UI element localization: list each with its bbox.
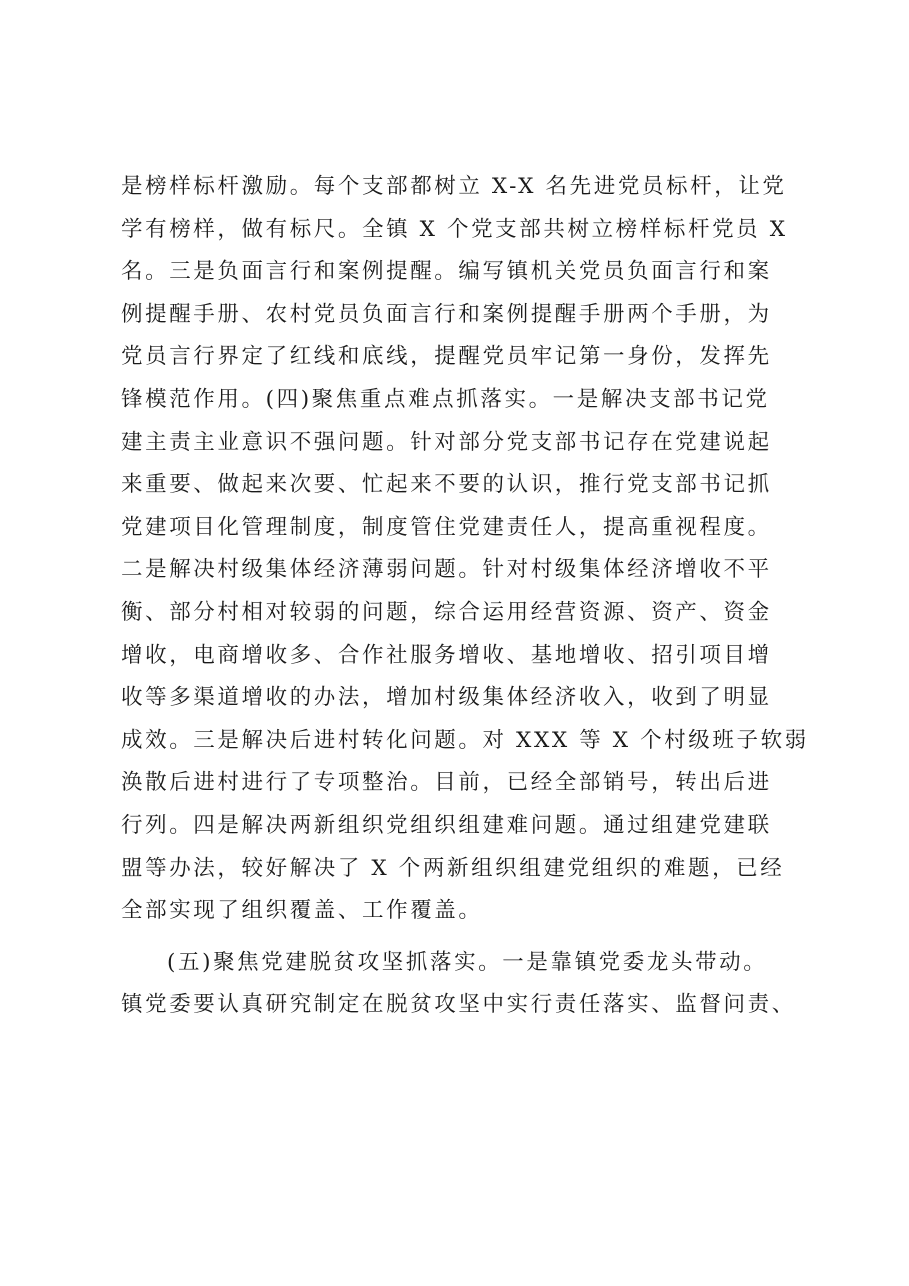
text-line: 例提醒手册、农村党员负面言行和案例提醒手册两个手册，为 [121,301,772,327]
text-line: 盟等办法，较好解决了 X 个两新组织组建党组织的难题，已经 [121,855,785,881]
text-line: 增收，电商增收多、合作社服务增收、基地增收、招引项目增 [121,642,772,668]
text-line: 学有榜样，做有标尺。全镇 X 个党支部共树立榜样标杆党员 X [121,216,788,242]
text-line: 党建项目化管理制度，制度管住党建责任人，提高重视程度。 [121,514,772,540]
text-line: 收等多渠道增收的办法，增加村级集体经济收入，收到了明显 [121,685,772,711]
text-line: 镇党委要认真研究制定在脱贫攻坚中实行责任落实、监督问责、 [121,992,796,1018]
text-line: (五)聚焦党建脱贫攻坚抓落实。一是靠镇党委龙头带动。 [167,949,768,975]
text-line: 行列。四是解决两新组织党组织组建难问题。通过组建党建联 [121,812,772,838]
text-line: 名。三是负面言行和案例提醒。编写镇机关党员负面言行和案 [121,259,772,285]
text-line: 涣散后进村进行了专项整治。目前，已经全部销号，转出后进 [121,770,772,796]
paragraph-spacing [121,933,811,942]
text-line: 来重要、做起来次要、忙起来不要的认识，推行党支部书记抓 [121,472,772,498]
text-line: 建主责主业意识不强问题。针对部分党支部书记存在党建说起 [121,429,772,455]
body-text [121,166,811,1027]
text-line: 衡、部分村相对较弱的问题，综合运用经营资源、资产、资金 [121,599,772,625]
text-line: 成效。三是解决后进村转化问题。对 XXX 等 X 个村级班子软弱 [121,727,809,753]
text-line: 锋模范作用。(四)聚焦重点难点抓落实。一是解决支部书记党 [121,386,770,412]
text-line: 党员言行界定了红线和底线，提醒党员牢记第一身份，发挥先 [121,344,772,370]
paragraph-1 [121,166,811,933]
text-line: 二是解决村级集体经济薄弱问题。针对村级集体经济增收不平 [121,557,772,583]
text-line: 是榜样标杆激励。每个支部都树立 X-X 名先进党员标杆，让党 [121,174,787,199]
paragraph-2 [121,942,811,1027]
text-line: 全部实现了组织覆盖、工作覆盖。 [121,898,483,924]
